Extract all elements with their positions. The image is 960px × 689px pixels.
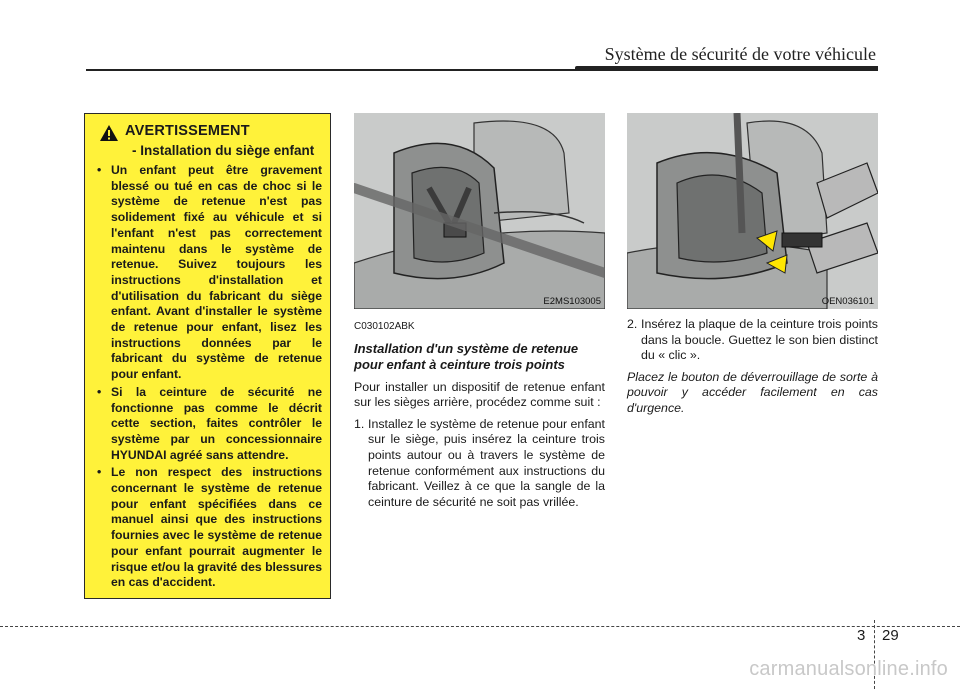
subsection-title: Installation d'un système de retenue pour enfant à ceinture trois points [354, 340, 579, 372]
footer-rule [0, 626, 960, 627]
warning-item: • Si la ceinture de sécurité ne fonctionne pas comme le décrit cette section, faites contrôler le système par un concessionnaire HYUNDAI agréé sans attendre. [97, 384, 322, 462]
step-text: Insérez la plaque de la ceinture trois points dans la boucle. Guettez le son bien distinct du « clic ». [641, 317, 878, 363]
section-title: Système de sécurité de votre véhicule [604, 44, 876, 64]
step-2 [627, 317, 878, 364]
image-code: OEN036101 [821, 296, 874, 307]
child-seat-illustration [354, 113, 605, 309]
section-code: C030102ABK [354, 321, 415, 332]
buckle-instructions [627, 317, 878, 417]
warning-item: • Un enfant peut être gravement blessé ou tué en cas de choc si le système de retenue n'est pas solidement fixé au véhicule et si l'enfant n'est pas correctement maintenu dans le système de retenue. Suivez toujours les instructions d'installation et d'utilisation du fabricant du siège enfant. Avant d'installer le système de retenue pour enfant, lisez les instructions données par le fabricant du système de retenue pour enfant. [97, 163, 322, 382]
buckle-illustration [627, 113, 878, 309]
warning-subtitle: - Installation du siège enfant [132, 143, 315, 158]
chapter-number: 3 [857, 627, 866, 644]
header-rule [86, 69, 878, 71]
warning-item: • Le non respect des instructions concernant le système de retenue pour enfant spécifiées dans ce manuel ainsi que des instructions fournies avec le système de retenue pour enfant pourrait augmenter le risque et/ou la gravité des blessures en cas d'accident. [97, 465, 322, 590]
step-text: Installez le système de retenue pour enfant sur le siège, puis insérez la ceinture trois points autour ou à travers le système de retenue conformément aux instructions du fabricant. Veillez à ce que la sangle de la ceinture de sécurité ne soit pas vrillée. [368, 416, 605, 509]
watermark: carmanualsonline.info [749, 658, 948, 680]
install-instructions [354, 319, 605, 510]
step-number: 2. [627, 317, 638, 331]
warning-triangle-icon [99, 124, 119, 142]
warning-header [97, 123, 322, 142]
page-number: 29 [882, 627, 899, 644]
buckle-drawing [627, 113, 878, 309]
release-note: Placez le bouton de déverrouillage de sorte à pouvoir y accéder facilement en cas d'urgence. [627, 369, 878, 415]
warning-list [97, 163, 322, 591]
warning-box [84, 113, 331, 599]
warning-title: AVERTISSEMENT [125, 123, 250, 139]
image-code: E2MS103005 [543, 296, 601, 307]
intro-paragraph: Pour installer un dispositif de retenue enfant sur les sièges arrière, procédez comme suit : [354, 379, 605, 410]
step-1 [354, 417, 605, 511]
step-number: 1. [354, 416, 365, 431]
child-seat-drawing [354, 113, 605, 309]
